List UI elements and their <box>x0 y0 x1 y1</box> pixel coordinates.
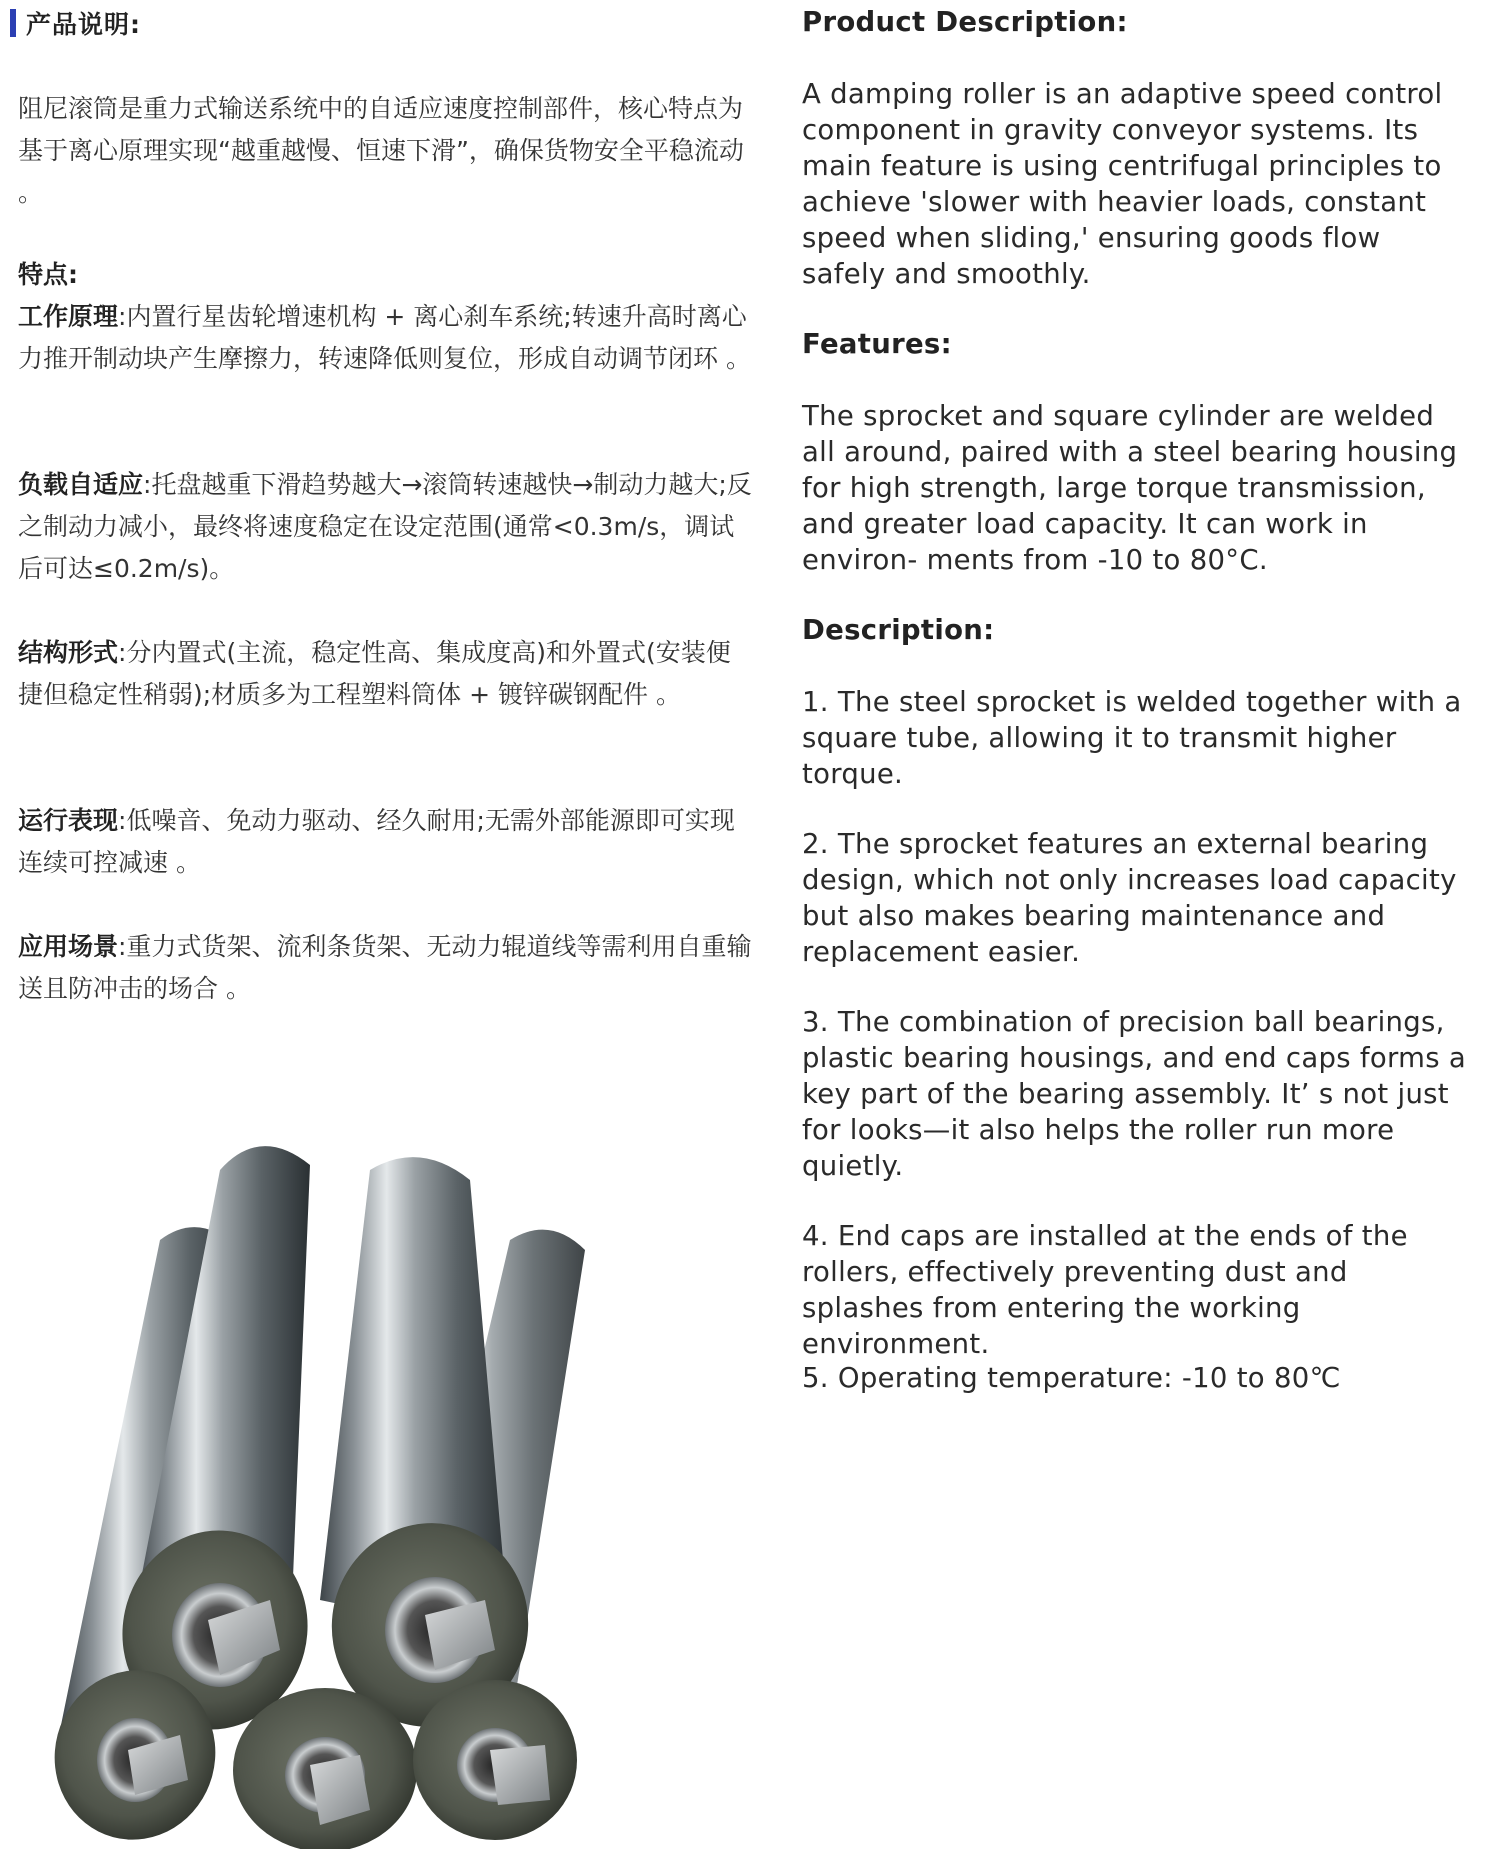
en-description-item-3: 3. The combination of precision ball bearings, plastic bearing housings, and end caps forms a key part of the bearing assembly. It’ s not just for looks—it also helps the roller run more quietly. <box>802 1006 1467 1182</box>
cn-feature-working-principle <box>18 296 753 380</box>
cn-feature-label: 运行表现 <box>18 806 119 835</box>
cn-feature-text: :重力式货架、流利条货架、无动力辊道线等需利用自重输送且防冲击的场合 。 <box>18 932 752 1003</box>
en-description-item-1: 1. The steel sprocket is welded together with a square tube, allowing it to transmit higher torque. <box>802 686 1462 790</box>
cn-feature-label: 负载自适应 <box>18 470 144 499</box>
cn-feature-text: :分内置式(主流，稳定性高、集成度高)和外置式(安装便捷但稳定性稍弱);材质多为工程塑料筒体 + 镀锌碳钢配件 。 <box>18 638 731 709</box>
roller-bottom-middle <box>233 1688 417 1849</box>
cn-feature-performance <box>18 800 753 884</box>
en-features-title: Features: <box>802 328 952 360</box>
cn-feature-structure <box>18 632 753 716</box>
roller-bottom-right <box>413 1680 577 1840</box>
en-description-item-4: 4. End caps are installed at the ends of the rollers, effectively preventing dust and splashes from entering the working environment. <box>802 1220 1408 1360</box>
damping-roller-product-image <box>40 1130 700 1849</box>
cn-feature-label: 工作原理 <box>18 302 119 331</box>
cn-feature-text: :低噪音、免动力驱动、经久耐用;无需外部能源即可实现连续可控减速 。 <box>18 806 735 877</box>
en-description-item-2: 2. The sprocket features an external bearing design, which not only increases load capacity but also makes bearing maintenance and replacement easier. <box>802 828 1457 968</box>
en-description-item-5: 5. Operating temperature: -10 to 80℃ <box>802 1362 1341 1394</box>
cn-features-title-text: 特点: <box>18 260 78 289</box>
cn-feature-application <box>18 926 753 1010</box>
cn-intro: 阻尼滚筒是重力式输送系统中的自适应速度控制部件，核心特点为基于离心原理实现“越重越慢、恒速下滑”，确保货物安全平稳流动 。 <box>18 94 744 207</box>
cn-title-text: 产品说明: <box>26 10 141 39</box>
en-features-text: The sprocket and square cylinder are welded all around, paired with a steel bearing housing for high strength, large torque transmission, and greater load capacity. It can work in environ- ments from -10 to 80°C. <box>802 400 1458 576</box>
cn-features-title <box>18 254 753 296</box>
en-description-title: Description: <box>802 614 995 646</box>
en-intro: A damping roller is an adaptive speed control component in gravity conveyor systems. Its main feature is using centrifugal principles to achieve 'slower with heavier loads, constant speed when sliding,' ensuring goods flow safely and smoothly. <box>802 78 1443 290</box>
title-accent-bar <box>10 9 16 37</box>
cn-feature-load-adaptive <box>18 464 753 590</box>
en-title: Product Description: <box>802 6 1128 38</box>
cn-feature-text: :内置行星齿轮增速机构 + 离心刹车系统;转速升高时离心力推开制动块产生摩擦力，转速降低则复位，形成自动调节闭环 。 <box>18 302 751 373</box>
cn-feature-label: 应用场景 <box>18 932 119 961</box>
cn-feature-text: :托盘越重下滑趋势越大→滚筒转速越快→制动力越大;反之制动力减小，最终将速度稳定在设定范围(通常<0.3m/s，调试后可达≤0.2m/s)。 <box>18 470 752 583</box>
cn-section-title <box>10 6 141 40</box>
cn-feature-label: 结构形式 <box>18 638 119 667</box>
